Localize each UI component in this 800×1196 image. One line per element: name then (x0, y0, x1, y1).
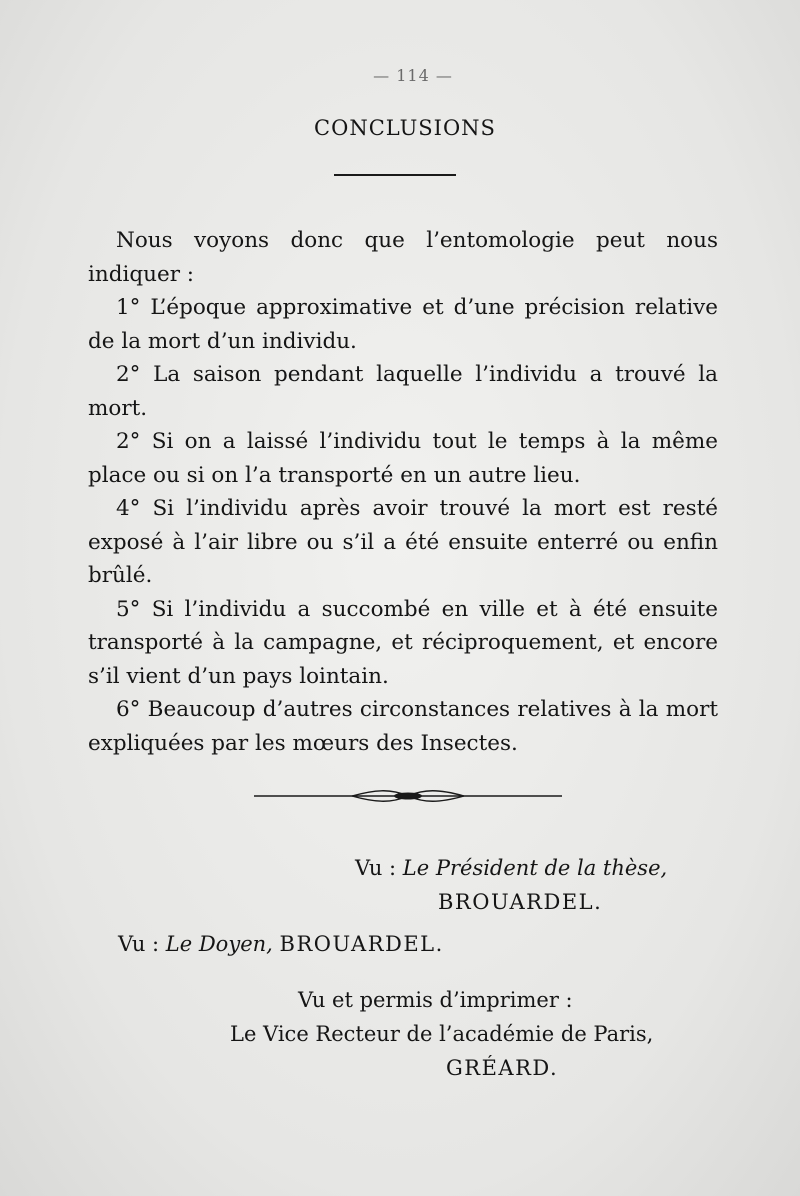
conclusion-item-6: 6° Beaucoup d’autres circonstances relatives à la mort expliquées par les mœurs des Insectes. (88, 697, 718, 756)
doyen-name: BROUARDEL. (279, 932, 444, 956)
president-title: Le Président de la thèse, (402, 856, 668, 880)
conclusion-item-1: 1° L’époque approximative et d’une précision relative de la mort d’un individu. (88, 295, 718, 354)
conclusions-body (88, 224, 718, 760)
recteur-title: Le Vice Recteur de l’académie de Paris, (230, 1022, 654, 1046)
president-vu-label: Vu : (355, 856, 397, 880)
conclusion-item-4: 4° Si l’individu après avoir trouvé la mort est resté exposé à l’air libre ou s’il a été ensuite enterré ou enfin brûlé. (88, 496, 718, 588)
title-underline (334, 174, 456, 176)
conclusion-item-5: 5° Si l’individu a succombé en ville et à été ensuite transporté à la campagne, et réciproquement, et encore s’il vient d’un pays lointain. (88, 596, 718, 689)
doyen-vu-label: Vu : (118, 932, 160, 956)
conclusion-item-3: 2° Si on a laissé l’individu tout le temps à la même place ou si on l’a transporté en un autre lieu. (88, 429, 718, 488)
imprimatur-label: Vu et permis d’imprimer : (298, 988, 573, 1012)
conclusion-item-2: 2° La saison pendant laquelle l’individu a trouvé la mort. (88, 362, 718, 421)
ornamental-divider (252, 786, 564, 806)
president-approval (355, 856, 667, 880)
page-number: — 114 — (373, 66, 453, 85)
doyen-title: Le Doyen, (165, 932, 273, 956)
president-name: BROUARDEL. (438, 890, 603, 914)
doyen-approval (118, 932, 444, 956)
page-title: CONCLUSIONS (314, 116, 496, 140)
intro-paragraph: Nous voyons donc que l’entomologie peut nous indiquer : (88, 228, 718, 287)
recteur-name: GRÉARD. (446, 1056, 559, 1080)
